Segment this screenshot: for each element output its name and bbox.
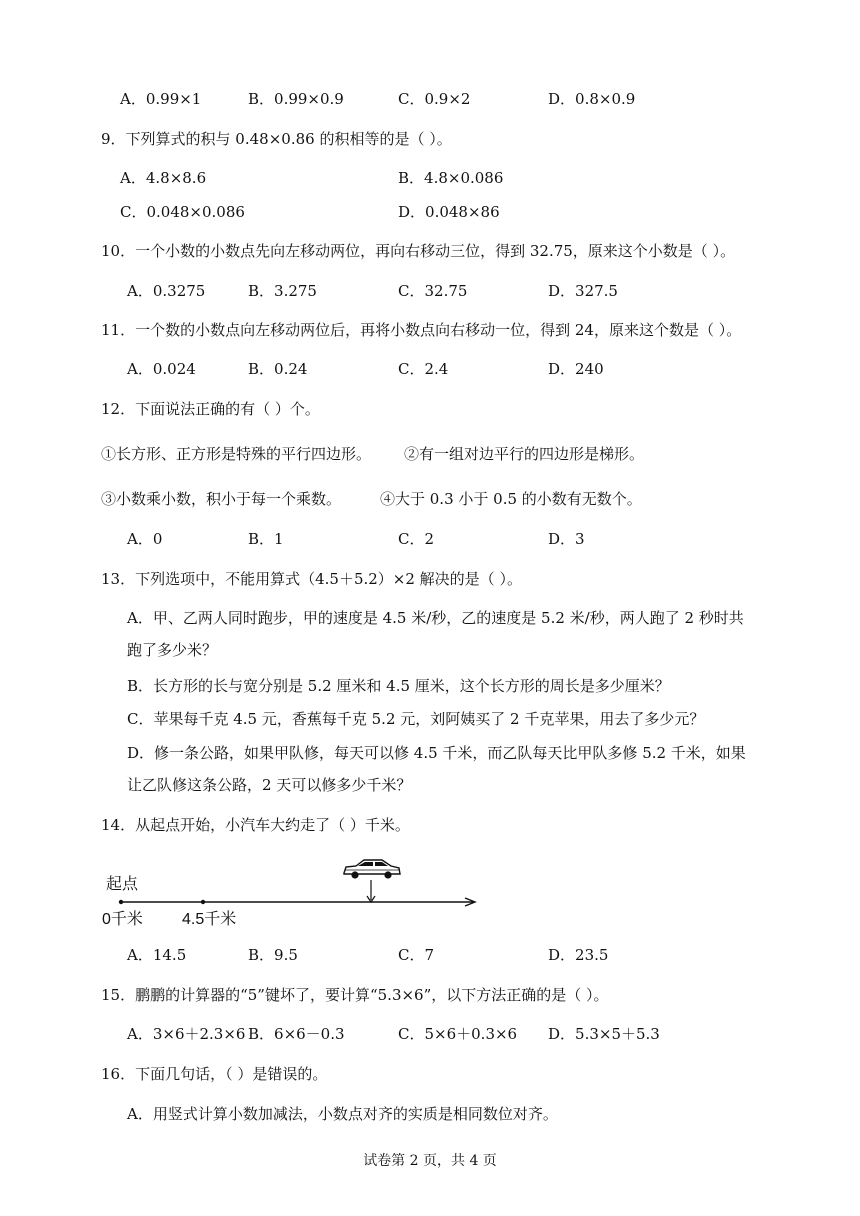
- q16-stem: 16．下面几句话，（ ）是错误的。: [101, 1065, 328, 1083]
- q9-option-d: D．0.048×86: [398, 203, 500, 221]
- q13-option-b: B．长方形的长与宽分别是 5.2 厘米和 4.5 厘米，这个长方形的周长是多少厘米？: [127, 677, 670, 695]
- q11-option-a: A．0.024: [127, 360, 196, 378]
- q11-option-c: C．2.4: [398, 360, 449, 378]
- q9-option-b: B．4.8×0.086: [398, 169, 504, 187]
- q13-option-a-line2: 跑了多少米？: [127, 641, 218, 659]
- number-line-svg: [90, 852, 490, 934]
- q12-option-a: A．0: [127, 530, 163, 548]
- q14-option-a: A．14.5: [127, 946, 187, 964]
- q14-option-d: D．23.5: [548, 946, 609, 964]
- start-label: 起点: [106, 876, 139, 893]
- q8-option-a: A．0.99×1: [120, 90, 202, 108]
- mark-point: [201, 900, 205, 904]
- q15-option-a: A．3×6＋2.3×6: [127, 1025, 246, 1043]
- q11-stem: 11．一个数的小数点向左移动两位后，再将小数点向右移动一位，得到 24，原来这个数是（ ）。: [101, 321, 742, 339]
- q8-option-d: D．0.8×0.9: [548, 90, 636, 108]
- q10-option-c: C．32.75: [398, 282, 468, 300]
- q12-statement-2: ②有一组对边平行的四边形是梯形。: [404, 445, 645, 463]
- q10-option-b: B．3.275: [248, 282, 317, 300]
- start-point: [119, 900, 123, 904]
- page-footer: 试卷第 2 页，共 4 页: [363, 1153, 497, 1169]
- q14-option-c: C．7: [398, 946, 435, 964]
- q15-option-d: D．5.3×5＋5.3: [548, 1025, 660, 1043]
- q14-stem: 14．从起点开始，小汽车大约走了（ ）千米。: [101, 816, 410, 834]
- q11-option-d: D．240: [548, 360, 604, 378]
- q15-stem: 15．鹏鹏的计算器的“5”键坏了，要计算“5.3×6”，以下方法正确的是（ ）。: [101, 986, 609, 1004]
- q16-option-a: A．用竖式计算小数加减法，小数点对齐的实质是相同数位对齐。: [127, 1105, 558, 1123]
- q12-option-b: B．1: [248, 530, 284, 548]
- q10-option-d: D．327.5: [548, 282, 618, 300]
- distance-number-line-figure: [90, 852, 490, 934]
- q15-option-b: B．6×6－0.3: [248, 1025, 345, 1043]
- q12-option-d: D．3: [548, 530, 585, 548]
- car-icon: [344, 860, 400, 879]
- q12-statement-3: ③小数乘小数，积小于每一个乘数。: [101, 490, 342, 508]
- q13-option-d-line1: D．修一条公路，如果甲队修，每天可以修 4.5 千米，而乙队每天比甲队多修 5.2 千米，如果: [127, 744, 746, 762]
- q13-stem: 13．下列选项中，不能用算式（4.5＋5.2）×2 解决的是（ ）。: [101, 570, 522, 588]
- q12-statement-1: ①长方形、正方形是特殊的平行四边形。: [101, 445, 372, 463]
- q14-option-b: B．9.5: [248, 946, 298, 964]
- q11-option-b: B．0.24: [248, 360, 308, 378]
- q9-option-a: A．4.8×8.6: [120, 169, 207, 187]
- q15-option-c: C．5×6＋0.3×6: [398, 1025, 518, 1043]
- zero-km-label: 0千米: [102, 911, 143, 928]
- q13-option-d-line2: 让乙队修这条公路，2 天可以修多少千米？: [127, 776, 412, 794]
- q8-option-c: C．0.9×2: [398, 90, 471, 108]
- q10-option-a: A．0.3275: [127, 282, 206, 300]
- q10-stem: 10．一个小数的小数点先向左移动两位，再向右移动三位，得到 32.75，原来这个小数是（ ）。: [101, 242, 736, 260]
- q9-option-c: C．0.048×0.086: [120, 203, 245, 221]
- q12-option-c: C．2: [398, 530, 435, 548]
- q13-option-c: C．苹果每千克 4.5 元，香蕉每千克 5.2 元，刘阿姨买了 2 千克苹果，用去了多少元？: [127, 710, 705, 728]
- q12-stem: 12．下面说法正确的有（ ）个。: [101, 400, 320, 418]
- q9-stem: 9．下列算式的积与 0.48×0.86 的积相等的是（ ）。: [101, 130, 452, 148]
- q12-statement-4: ④大于 0.3 小于 0.5 的小数有无数个。: [380, 490, 642, 508]
- q8-option-b: B．0.99×0.9: [248, 90, 344, 108]
- mark-km-label: 4.5千米: [182, 911, 237, 928]
- q13-option-a-line1: A．甲、乙两人同时跑步，甲的速度是 4.5 米/秒，乙的速度是 5.2 米/秒，两人跑了 2 秒时共: [127, 609, 744, 627]
